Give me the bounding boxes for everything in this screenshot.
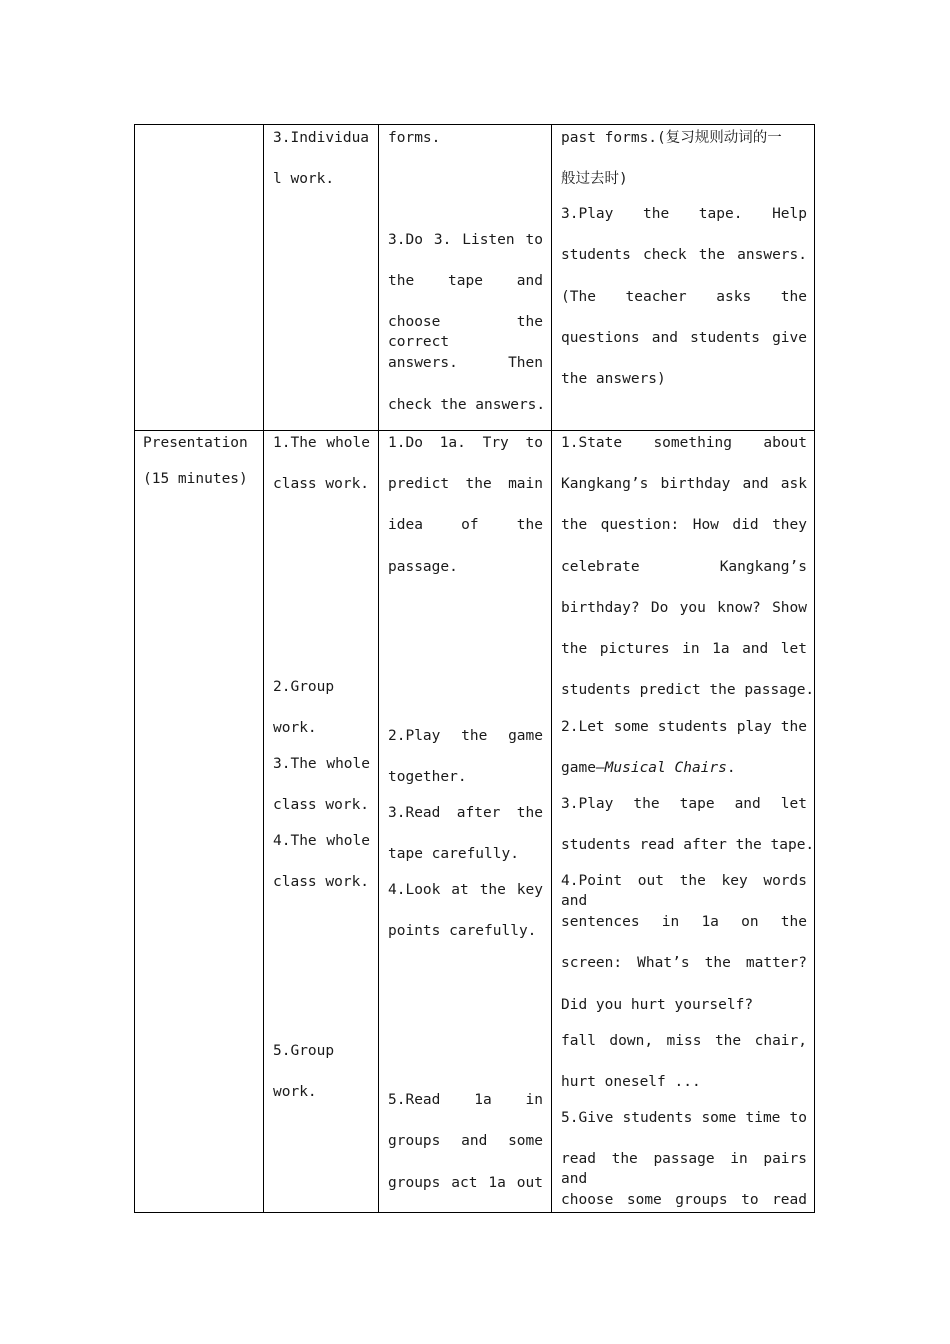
form-cell-line: 3.Individua [273,130,370,146]
student-cell-line: 5.Read 1a in [388,1092,543,1108]
teacher-cell-line: the pictures in 1a and let [561,641,807,657]
student-cell-line: points carefully. [388,923,537,939]
student-cell-line: 1.Do 1a. Try to [388,435,543,451]
teacher-cell-line: 3.Play the tape and let [561,796,807,812]
student-cell-line: 4.Look at the key [388,882,543,898]
student-cell-line: predict the main [388,476,543,492]
row-divider [134,430,815,431]
teacher-cell-line: 3.Play the tape. Help [561,206,807,222]
table-border-top [134,124,815,125]
form-cell-line: class work. [273,476,370,492]
teacher-cell-line: students predict the passage. [561,682,815,698]
student-cell-line: tape carefully. [388,846,519,862]
student-cell-line: groups act 1a out [388,1175,543,1191]
teacher-cell-line: birthday? Do you know? Show [561,600,807,616]
teacher-cell-line: Kangkang’s birthday and ask [561,476,807,492]
teacher-cell-line: students read after the tape. [561,837,815,853]
table-border-right [814,124,815,1213]
table-border-bottom [134,1212,815,1213]
teacher-cell-line: past forms.(复习规则动词的一 [561,130,782,146]
form-cell-line: 5.Group [273,1043,335,1059]
student-cell-line: answers. Then [388,355,543,371]
student-cell-line: 2.Play the game [388,728,543,744]
student-cell-line: forms. [388,130,441,146]
teacher-cell-line: fall down, miss the chair, [561,1033,807,1049]
teacher-cell-line: 般过去时) [561,171,628,187]
stage-cell-line: (15 minutes) [143,471,248,487]
form-cell-line: class work. [273,874,370,890]
student-cell-line: groups and some [388,1133,543,1149]
student-cell-line: 3.Read after the [388,805,543,821]
teacher-cell-line: celebrate Kangkang’s [561,559,807,575]
cell-text-end: . [726,760,736,776]
teacher-cell-line: read the passage in pairs and [561,1151,807,1187]
student-cell-line: together. [388,769,467,785]
column-divider-1 [263,124,264,1213]
teacher-cell-line: Did you hurt yourself? [561,997,754,1013]
column-divider-2 [378,124,379,1213]
teacher-cell-line: choose some groups to read [561,1192,807,1208]
student-cell-line: choose the correct [388,314,543,350]
student-cell-line: passage. [388,559,458,575]
teacher-cell-line: 4.Point out the key words and [561,873,807,909]
italic-title: Musical Chairs [604,760,727,776]
form-cell-line: work. [273,720,317,736]
table-border-left [134,124,135,1213]
teacher-cell-line: sentences in 1a on the [561,914,807,930]
form-cell-line: 4.The whole [273,833,370,849]
student-cell-line: idea of the [388,517,543,533]
teacher-cell-line [561,758,736,778]
teacher-cell-line: the question: How did they [561,517,807,533]
teacher-cell-line: the answers) [561,371,666,387]
form-cell-line: 1.The whole [273,435,370,451]
teacher-cell-line: screen: What’s the matter? [561,955,807,971]
student-cell-line: the tape and [388,273,543,289]
stage-cell-line: Presentation [143,435,248,451]
form-cell-line: 2.Group [273,679,335,695]
teacher-cell-line: 1.State something about [561,435,807,451]
form-cell-line: work. [273,1084,317,1100]
teacher-cell-line: questions and students give [561,330,807,346]
teacher-cell-line: 2.Let some students play the [561,719,807,735]
form-cell-line: 3.The whole [273,756,370,772]
form-cell-line: class work. [273,797,370,813]
column-divider-3 [551,124,552,1213]
form-cell-line: l work. [273,171,335,187]
teacher-cell-line: students check the answers. [561,247,807,263]
teacher-cell-line: 5.Give students some time to [561,1110,807,1126]
student-cell-line: 3.Do 3. Listen to [388,232,543,248]
teacher-cell-line: (The teacher asks the [561,289,807,305]
cell-text: game— [561,760,605,776]
student-cell-line: check the answers. [388,397,546,413]
teacher-cell-line: hurt oneself ... [561,1074,701,1090]
